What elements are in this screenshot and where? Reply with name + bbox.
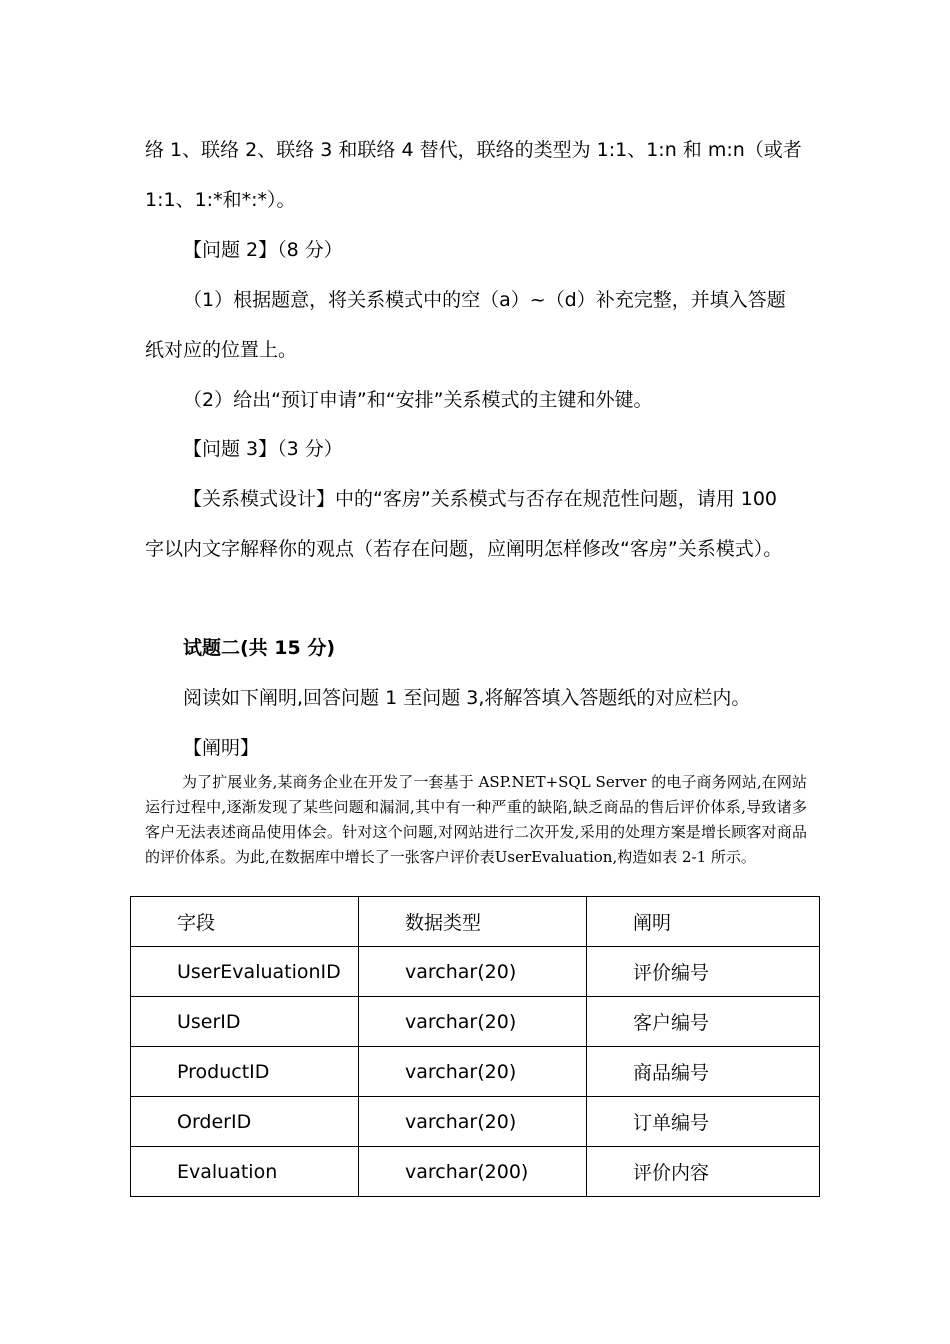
paragraph-line: 络 1、联络 2、联络 3 和联络 4 替代，联络的类型为 1:1、1:n 和 m:n（或者	[145, 139, 802, 161]
table-cell: UserEvaluationID	[131, 947, 359, 997]
table-cell: Evaluation	[131, 1147, 359, 1197]
table-cell: varchar(20)	[359, 947, 587, 997]
table-cell: OrderID	[131, 1097, 359, 1147]
table-cell: ProductID	[131, 1047, 359, 1097]
header-cell: 阐明	[587, 897, 820, 947]
table-row	[131, 1147, 820, 1197]
question-2-header: 【问题 2】（8 分）	[183, 239, 343, 261]
table-cell: 订单编号	[587, 1097, 820, 1147]
paragraph-line: 字以内文字解释你的观点（若存在问题，应阐明怎样修改“客房”关系模式）。	[145, 538, 783, 560]
paragraph-line: 纸对应的位置上。	[145, 339, 298, 361]
question-3-header: 【问题 3】（3 分）	[183, 438, 343, 460]
description-text: 为了扩展业务,某商务企业在开发了一套基于 ASP.NET+SQL Server 的电子商务网站,在网站运行过程中,逐渐发现了某些问题和漏洞,其中有一种严重的缺陷,缺乏商品的售后评价体系,导致诸多客户无法表述商品使用体会。针对这个问题,对网站进行二次开发,采用的处理方案是增长顾客对商品的评价体系。为此,在数据库中增长了一张客户评价表UserEvaluation,构造如表 2-1 所示。	[145, 773, 807, 866]
question-2-item-1: （1）根据题意，将关系模式中的空（a）~（d）补充完整，并填入答题	[183, 289, 786, 311]
table-cell: 客户编号	[587, 997, 820, 1047]
table-cell: varchar(20)	[359, 1047, 587, 1097]
field-table	[130, 896, 820, 1197]
note-header: 【阐明】	[183, 737, 260, 759]
table-row	[131, 947, 820, 997]
table-header-row	[131, 897, 820, 947]
table-cell: varchar(20)	[359, 1097, 587, 1147]
table-row	[131, 1097, 820, 1147]
header-cell: 数据类型	[359, 897, 587, 947]
table-row	[131, 997, 820, 1047]
section-title: 试题二(共 15 分)	[183, 637, 336, 659]
header-cell: 字段	[131, 897, 359, 947]
question-3-text: 【关系模式设计】中的“客房”关系模式与否存在规范性问题，请用 100	[183, 488, 777, 510]
table-row	[131, 1047, 820, 1097]
table-cell: 评价编号	[587, 947, 820, 997]
table-cell: 商品编号	[587, 1047, 820, 1097]
table-cell: 评价内容	[587, 1147, 820, 1197]
question-2-item-2: （2）给出“预订申请”和“安排”关系模式的主键和外键。	[183, 389, 653, 411]
description-paragraph	[145, 770, 807, 870]
table-cell: varchar(200)	[359, 1147, 587, 1197]
section-intro: 阅读如下阐明,回答问题 1 至问题 3,将解答填入答题纸的对应栏内。	[183, 687, 751, 709]
table-cell: UserID	[131, 997, 359, 1047]
paragraph-line: 1:1、1:*和*:*）。	[145, 189, 296, 211]
table-cell: varchar(20)	[359, 997, 587, 1047]
